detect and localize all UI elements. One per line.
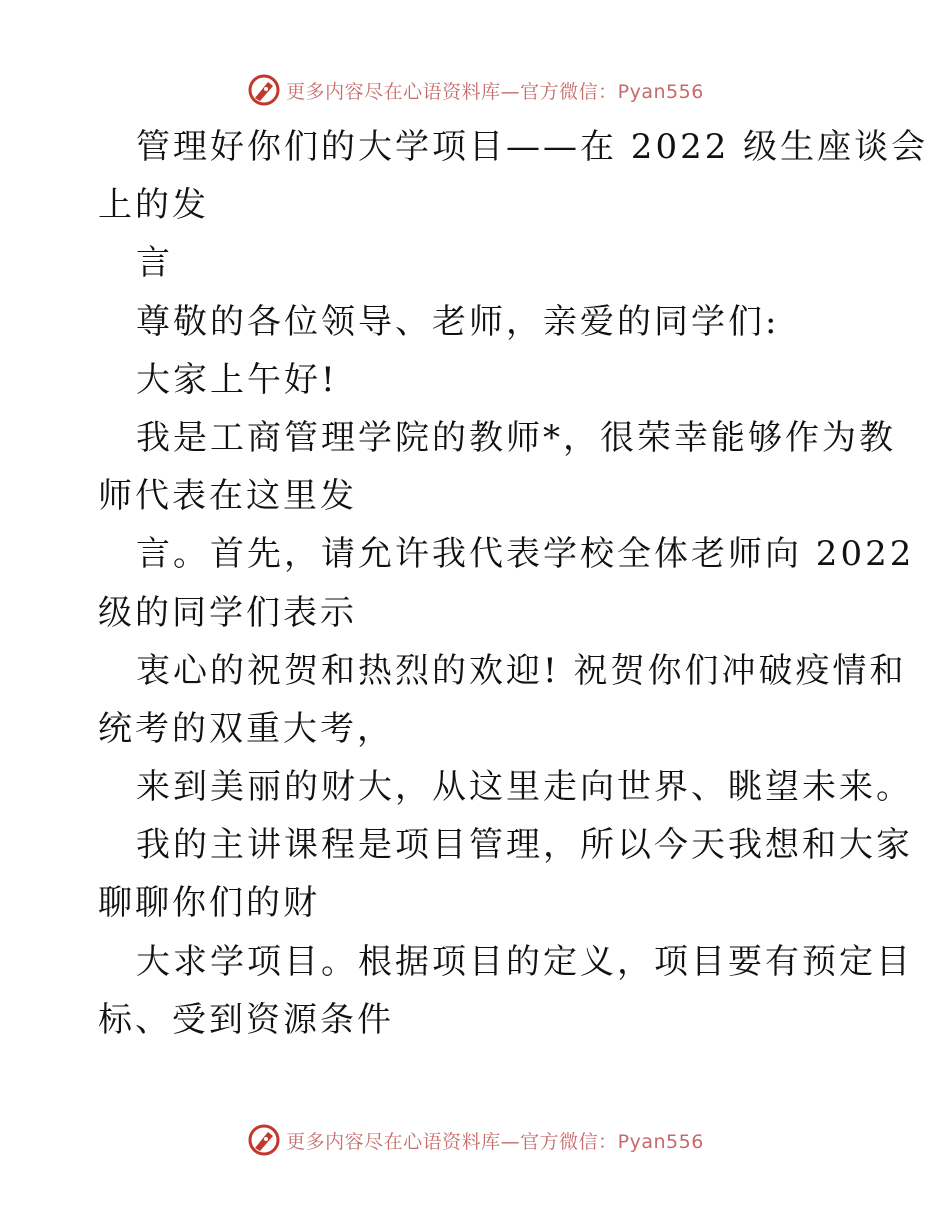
header-watermark <box>0 70 950 110</box>
watermark-text: 更多内容尽在心语资料库—官方微信：Pyan556 <box>286 80 704 103</box>
text-line: 师代表在这里发 <box>98 476 357 517</box>
text-line: 衷心的祝贺和热烈的欢迎! 祝贺你们冲破疫情和 <box>136 650 907 691</box>
text-line: 尊敬的各位领导、老师，亲爱的同学们: <box>136 301 780 342</box>
text-line: 大求学项目。根据项目的定义，项目要有预定目 <box>136 941 913 982</box>
pen-nib-logo-icon <box>246 1122 282 1158</box>
footer-watermark <box>0 1120 950 1160</box>
pen-nib-logo-icon <box>246 72 282 108</box>
text-line: 言 <box>136 243 173 284</box>
text-line: 管理好你们的大学项目——在 2022 级生座谈会 <box>136 127 929 167</box>
text-line: 上的发 <box>98 185 209 226</box>
text-line: 标、受到资源条件 <box>98 999 394 1040</box>
text-line: 言。首先，请允许我代表学校全体老师向 2022 <box>136 534 915 575</box>
watermark-text: 更多内容尽在心语资料库—官方微信：Pyan556 <box>286 1130 704 1153</box>
document-body <box>98 118 929 1049</box>
text-line: 级的同学们表示 <box>98 592 357 633</box>
text-line: 统考的双重大考， <box>98 708 394 749</box>
text-line: 大家上午好! <box>136 359 338 400</box>
text-line: 我是工商管理学院的教师*，很荣幸能够作为教 <box>136 417 896 458</box>
text-line: 我的主讲课程是项目管理，所以今天我想和大家 <box>136 825 913 866</box>
text-line: 来到美丽的财大，从这里走向世界、眺望未来。 <box>136 767 913 808</box>
text-line: 聊聊你们的财 <box>98 883 320 924</box>
